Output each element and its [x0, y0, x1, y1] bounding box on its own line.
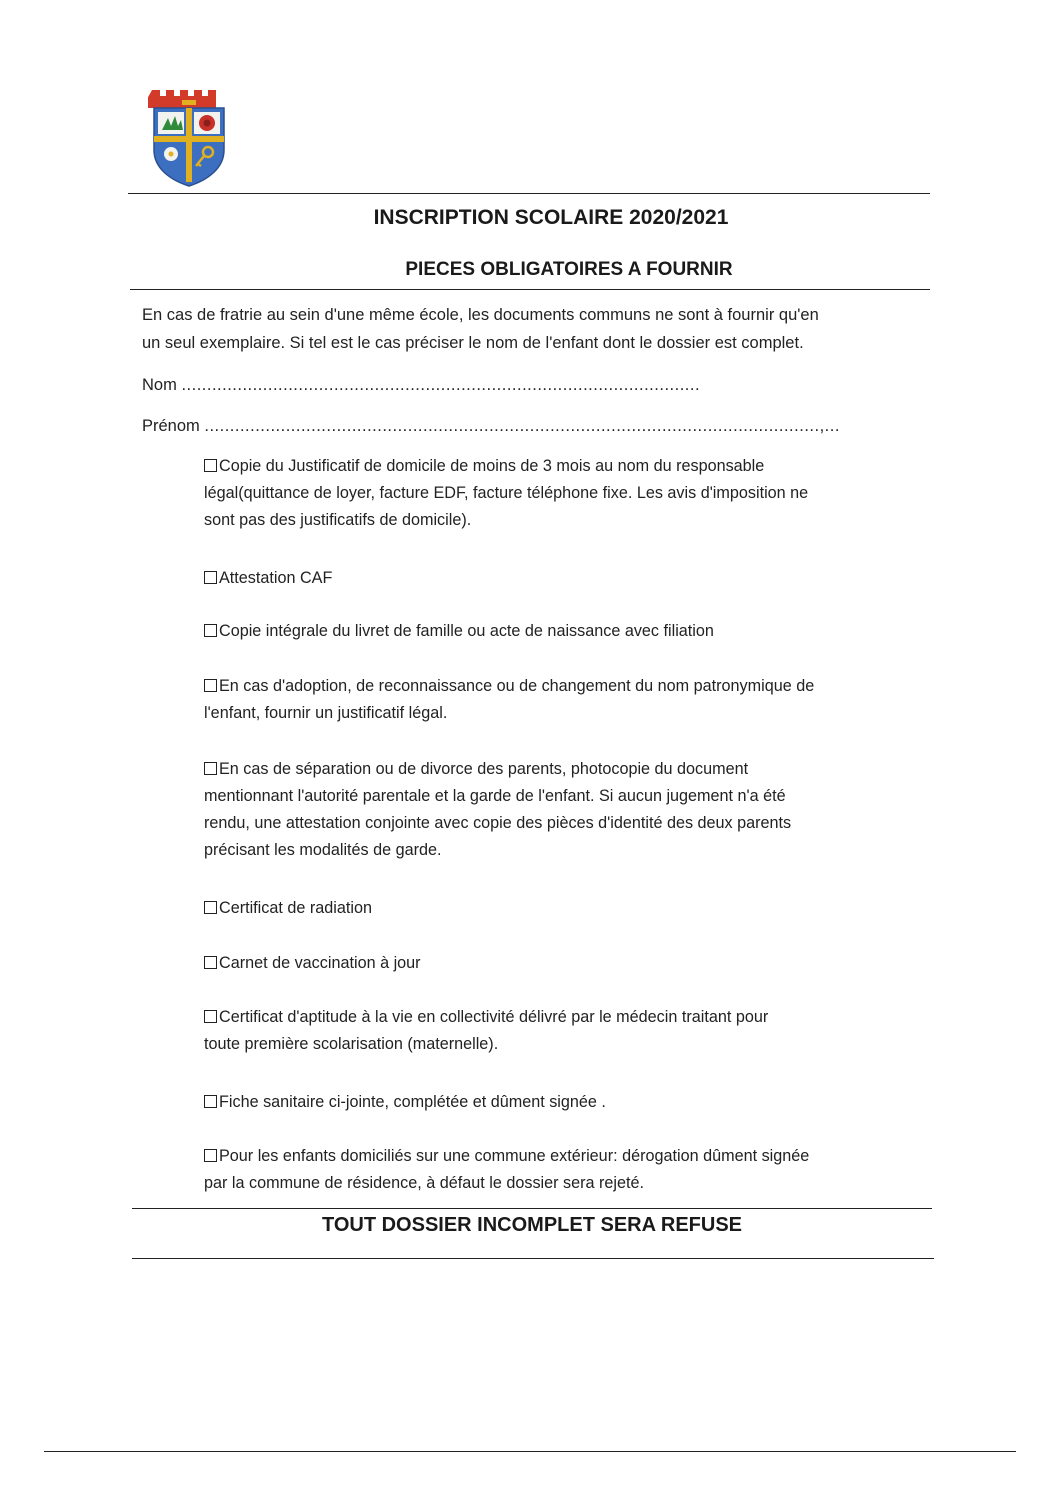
item-line: l'enfant, fournir un justificatif légal.	[204, 704, 448, 722]
intro-line: un seul exemplaire. Si tel est le cas préciser le nom de l'enfant dont le dossier est complet.	[142, 334, 804, 352]
checklist-item	[204, 1143, 924, 1197]
checkbox[interactable]	[204, 571, 217, 584]
nom-dotted-line: ......................................................................................................	[181, 376, 701, 394]
item-line: En cas de séparation ou de divorce des parents, photocopie du document	[219, 760, 749, 778]
checklist-item	[204, 895, 924, 922]
prenom-dotted-line: .........................................................................................................................,...	[204, 417, 840, 435]
subtitle-rule	[130, 289, 930, 290]
document-subtitle: PIECES OBLIGATOIRES A FOURNIR	[405, 259, 733, 280]
checklist-item	[204, 1089, 924, 1116]
footer-bottom-rule	[132, 1258, 934, 1259]
checklist-item	[204, 618, 924, 645]
checkbox[interactable]	[204, 1149, 217, 1162]
checkbox[interactable]	[204, 1010, 217, 1023]
checklist-item	[204, 756, 924, 864]
checkbox[interactable]	[204, 901, 217, 914]
item-line: Pour les enfants domiciliés sur une commune extérieur: dérogation dûment signée	[219, 1147, 810, 1165]
document-title: INSCRIPTION SCOLAIRE 2020/2021	[373, 206, 729, 229]
checklist-item	[204, 1004, 924, 1058]
checkbox[interactable]	[204, 762, 217, 775]
item-line: mentionnant l'autorité parentale et la garde de l'enfant. Si aucun jugement n'a été	[204, 787, 786, 805]
header-rule	[128, 193, 930, 194]
checklist-item	[204, 453, 924, 534]
checklist-item	[204, 950, 924, 977]
prenom-label: Prénom	[142, 417, 200, 435]
item-line: légal(quittance de loyer, facture EDF, facture téléphone fixe. Les avis d'imposition ne	[204, 484, 809, 502]
item-line: rendu, une attestation conjointe avec copie des pièces d'identité des deux parents	[204, 814, 792, 832]
nom-field	[142, 376, 700, 395]
page-bottom-rule	[44, 1451, 1016, 1452]
item-line: Copie intégrale du livret de famille ou acte de naissance avec filiation	[219, 622, 714, 640]
item-line: toute première scolarisation (maternelle).	[204, 1035, 499, 1053]
item-line: Certificat d'aptitude à la vie en collectivité délivré par le médecin traitant pour	[219, 1008, 769, 1026]
item-line: Copie du Justificatif de domicile de moins de 3 mois au nom du responsable	[219, 457, 765, 475]
item-line: Attestation CAF	[219, 569, 333, 587]
city-crest-icon	[148, 84, 230, 188]
item-line: Fiche sanitaire ci-jointe, complétée et dûment signée .	[219, 1093, 606, 1111]
item-line: sont pas des justificatifs de domicile).	[204, 511, 472, 529]
item-line: Carnet de vaccination à jour	[219, 954, 421, 972]
checkbox[interactable]	[204, 679, 217, 692]
nom-label: Nom	[142, 376, 177, 394]
item-line: En cas d'adoption, de reconnaissance ou de changement du nom patronymique de	[219, 677, 815, 695]
item-line: précisant les modalités de garde.	[204, 841, 442, 859]
checklist-item	[204, 673, 924, 727]
item-line: Certificat de radiation	[219, 899, 372, 917]
checkbox[interactable]	[204, 624, 217, 637]
footer-top-rule	[132, 1208, 932, 1209]
checkbox[interactable]	[204, 459, 217, 472]
item-line: par la commune de résidence, à défaut le dossier sera rejeté.	[204, 1174, 645, 1192]
prenom-field	[142, 417, 840, 436]
intro-line: En cas de fratrie au sein d'une même école, les documents communs ne sont à fournir qu'en	[142, 306, 819, 324]
footer-warning: TOUT DOSSIER INCOMPLET SERA REFUSE	[321, 1214, 743, 1236]
intro-paragraph	[142, 301, 942, 357]
checklist-item	[204, 565, 924, 592]
checkbox[interactable]	[204, 1095, 217, 1108]
checkbox[interactable]	[204, 956, 217, 969]
